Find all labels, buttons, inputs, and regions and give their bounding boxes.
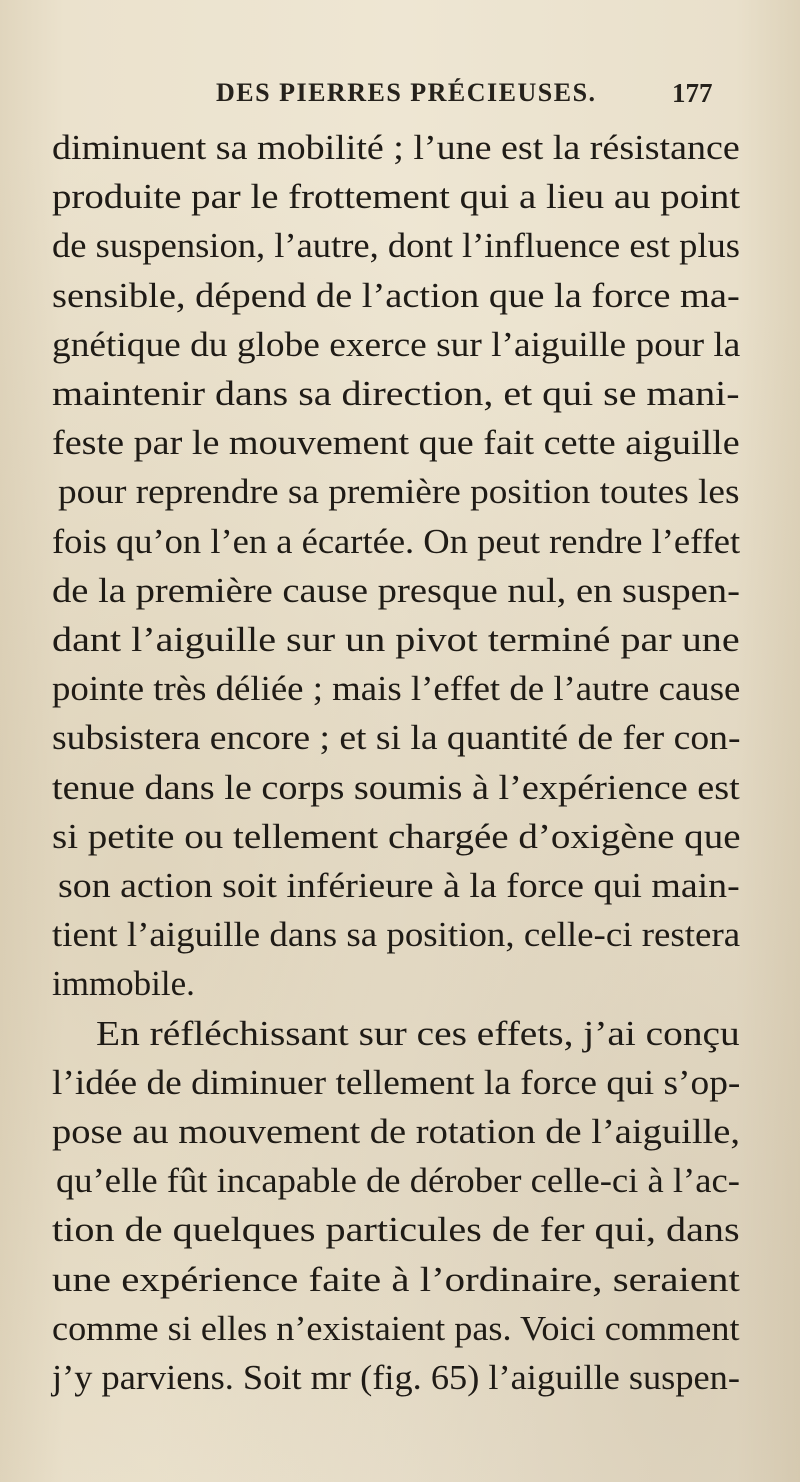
text-line: fois qu’on l’en a écartée. On peut rendre l’effet — [52, 521, 741, 561]
text-line: diminuent sa mobilité ; l’une est la résistance — [52, 128, 740, 167]
text-line: produite par le frottement qui a lieu au point — [52, 177, 741, 217]
text-line: feste par le mouvement que fait cette aiguille — [52, 423, 740, 463]
text-line: tenue dans le corps soumis à l’expérience est — [52, 767, 740, 807]
text-line: une expérience faite à l’ordinaire, seraient — [52, 1259, 740, 1299]
text-line: tion de quelques particules de fer qui, dans — [52, 1210, 740, 1250]
text-line: qu’elle fût incapable de dérober celle-ci à l’ac- — [56, 1161, 740, 1201]
text-line: immobile. — [52, 964, 195, 1004]
text-line: de la première cause presque nul, en suspen- — [52, 570, 740, 610]
text-line: son action soit inférieure à la force qui main- — [58, 866, 740, 905]
text-line: maintenir dans sa direction, et qui se mani- — [52, 374, 740, 413]
text-line: tient l’aiguille dans sa position, celle-ci restera — [52, 915, 741, 955]
text-line: dant l’aiguille sur un pivot terminé par une — [52, 620, 740, 659]
text-line: pointe très déliée ; mais l’effet de l’autre cause — [52, 669, 741, 709]
text-line: pose au mouvement de rotation de l’aiguille, — [52, 1112, 740, 1151]
text-line: si petite ou tellement chargée d’oxigène que — [52, 816, 741, 856]
running-title: DES PIERRES PRÉCIEUSES. — [216, 78, 597, 107]
text-line: l’idée de diminuer tellement la force qui s’op- — [52, 1062, 741, 1102]
running-head — [0, 78, 800, 118]
text-line: En réfléchissant sur ces effets, j’ai conçu — [96, 1013, 740, 1053]
text-line: subsistera encore ; et si la quantité de fer con- — [52, 718, 741, 758]
text-line: pour reprendre sa première position toutes les — [58, 472, 740, 512]
text-line: comme si elles n’existaient pas. Voici comment — [52, 1308, 740, 1348]
page-number: 177 — [672, 78, 713, 108]
text-line: j’y parviens. Soit mr (fig. 65) l’aiguille suspen- — [52, 1358, 740, 1397]
text-line: sensible, dépend de l’action que la force ma- — [52, 275, 740, 315]
text-line: gnétique du globe exerce sur l’aiguille pour la — [52, 324, 741, 364]
text-line: de suspension, l’autre, dont l’influence est plus — [52, 226, 741, 266]
